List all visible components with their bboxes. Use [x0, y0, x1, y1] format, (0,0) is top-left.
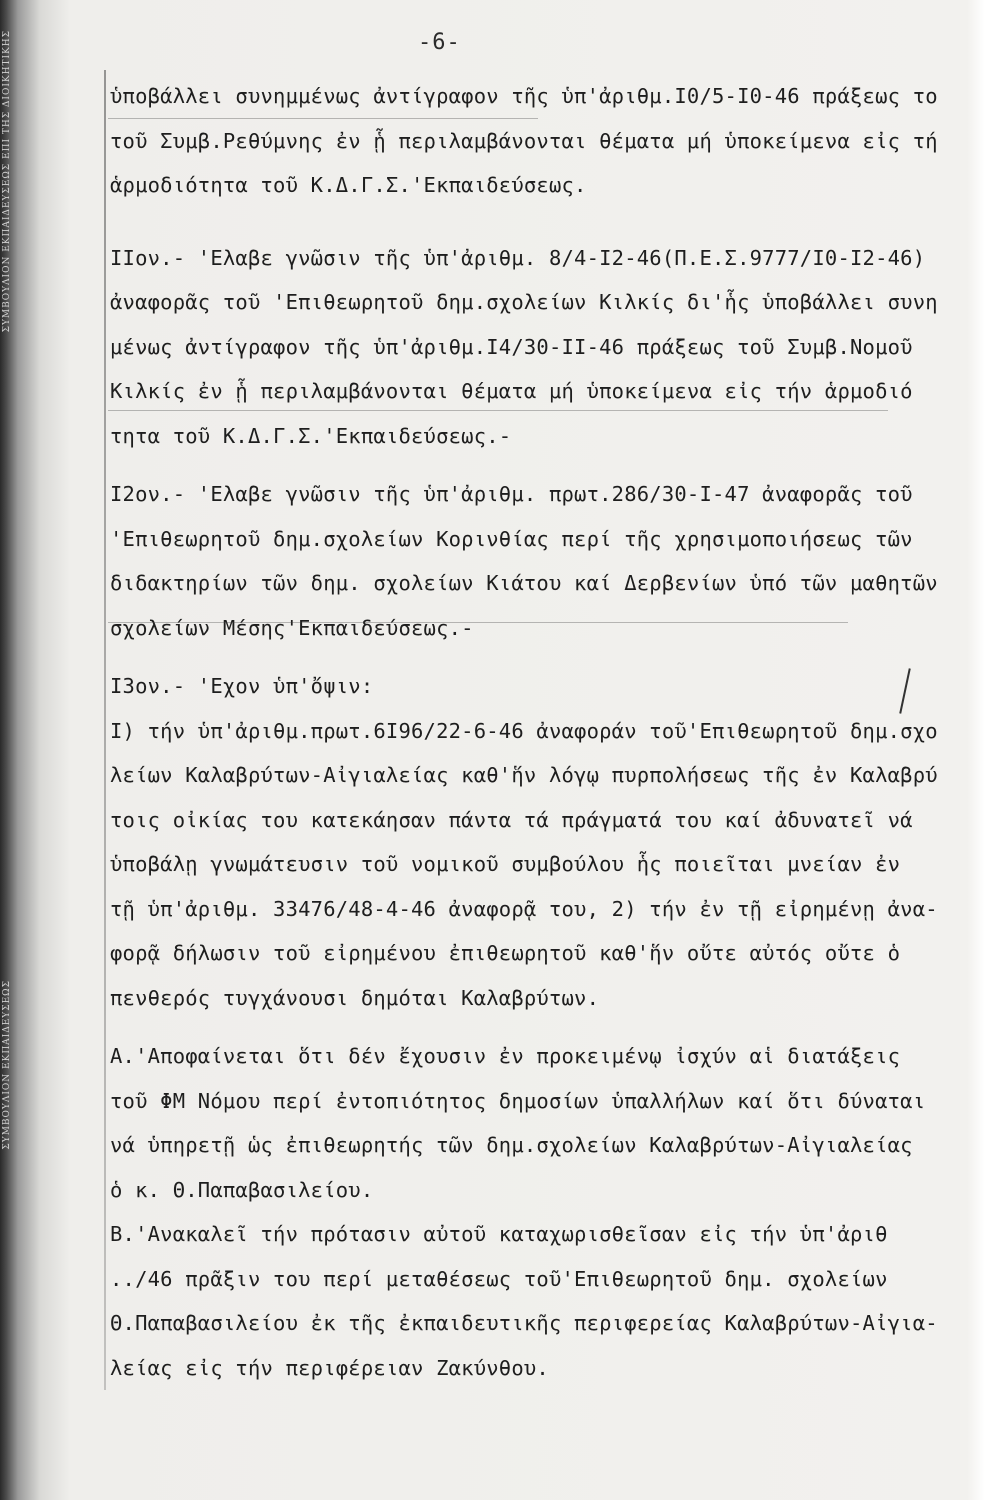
text-line: τῇ ὑπ'ἀριθμ. 33476/48-4-46 ἀναφορᾷ του, 2) τήν ἐν τῇ εἰρημένῃ ἀνα-	[110, 896, 938, 921]
decision-a	[110, 1034, 970, 1212]
text-line: φορᾷ δήλωσιν τοῦ εἰρημένου ἐπιθεωρητοῦ καθ'ἥν οὔτε αὐτός οὔτε ὁ	[110, 941, 901, 965]
text-line: Ι2ον.- 'Ελαβε γνῶσιν τῆς ὑπ'ἀριθμ. πρωτ.286/30-Ι-47 ἀναφορᾶς τοῦ	[110, 482, 913, 506]
binding-stamp-text: ΣΥΜΒΟΥΛΙΟΝ ΕΚΠΑΙΔΕΥΣΕΩΣ ΕΠΙ ΤΗΣ ΔΙΟΙΚΗΤΙΚΗΣ	[2, 30, 12, 333]
decision-b	[110, 1212, 970, 1390]
text-line: Β.'Ανακαλεῖ τήν πρότασιν αὐτοῦ καταχωρισθεῖσαν εἰς τήν ὑπ'ἀριθ	[110, 1222, 888, 1246]
paragraph-item-12	[110, 472, 970, 650]
text-line: τοις οἰκίας του κατεκάησαν πάντα τά πράγματά του καί ἀδυνατεῖ νά	[110, 807, 913, 832]
paragraph-item-11	[110, 236, 970, 459]
text-line: Θ.Παπαβασιλείου ἐκ τῆς ἐκπαιδευτικῆς περιφερείας Καλαβρύτων-Αἰγια-	[110, 1311, 938, 1335]
text-line: λείων Καλαβρύτων-Αἰγιαλείας καθ'ἥν λόγῳ πυρπολήσεως τῆς ἐν Καλαβρύ	[110, 763, 938, 787]
separator-line	[108, 622, 848, 623]
text-line: Κιλκίς ἐν ᾗ περιλαμβάνονται θέματα μή ὑποκείμενα εἰς τήν ἁρμοδιό	[110, 379, 913, 403]
text-line: 'Επιθεωρητοῦ δημ.σχολείων Κορινθίας περί τῆς χρησιμοποιήσεως τῶν	[110, 526, 913, 551]
text-line: σχολείων Μέσης'Εκπαιδεύσεως.-	[110, 615, 474, 640]
text-line: διδακτηρίων τῶν δημ. σχολείων Κιάτου καί Δερβενίων ὑπό τῶν μαθητῶν	[110, 571, 938, 595]
text-line: πενθερός τυγχάνουσι δημόται Καλαβρύτων.	[110, 985, 600, 1010]
text-line: τητα τοῦ Κ.Δ.Γ.Σ.'Εκπαιδεύσεως.-	[110, 423, 512, 448]
left-margin-line	[104, 70, 106, 1390]
document-body	[110, 74, 970, 1390]
separator-line	[108, 410, 888, 411]
text-line: Ι3ον.- 'Εχον ὑπ'ὄψιν:	[110, 674, 374, 698]
binding-stamp-text: ΣΥΜΒΟΥΛΙΟΝ ΕΚΠΑΙΔΕΥΣΕΩΣ	[2, 980, 12, 1150]
text-line: ὁ κ. Θ.Παπαβασιλείου.	[110, 1177, 374, 1202]
paragraph	[110, 74, 970, 208]
text-line: τοῦ Συμβ.Ρεθύμνης ἐν ᾗ περιλαμβάνονται θέματα μή ὑποκείμενα εἰς τή	[110, 128, 938, 153]
paragraph-item-13	[110, 664, 970, 1020]
text-line: μένως ἀντίγραφον τῆς ὑπ'ἀριθμ.Ι4/30-ΙΙ-46 πράξεως τοῦ Συμβ.Νομοῦ	[110, 334, 913, 359]
text-line: νά ὑπηρετῇ ὡς ἐπιθεωρητής τῶν δημ.σχολείων Καλαβρύτων-Αἰγιαλείας	[110, 1133, 913, 1157]
text-line: ὑποβάλῃ γνωμάτευσιν τοῦ νομικοῦ συμβούλου ἧς ποιεῖται μνείαν ἐν	[110, 852, 901, 876]
text-line: ../46 πρᾶξιν του περί μεταθέσεως τοῦ'Επιθεωρητοῦ δημ. σχολείων	[110, 1266, 888, 1291]
text-line: τοῦ ΦΜ Νόμου περί ἐντοπιότητος δημοσίων ὑπαλλήλων καί ὅτι δύναται	[110, 1088, 926, 1113]
text-line: ὑποβάλλει συνημμένως ἀντίγραφον τῆς ὑπ'ἀριθμ.Ι0/5-Ι0-46 πράξεως το	[110, 84, 938, 108]
separator-line	[108, 118, 538, 119]
text-line: Α.'Αποφαίνεται ὅτι δέν ἔχουσιν ἐν προκειμένῳ ἰσχύν αἱ διατάξεις	[110, 1044, 901, 1068]
text-line: λείας εἰς τήν περιφέρειαν Ζακύνθου.	[110, 1355, 549, 1380]
text-line: ΙΙον.- 'Ελαβε γνῶσιν τῆς ὑπ'ἀριθμ. 8/4-Ι2-46(Π.Ε.Σ.9777/Ι0-Ι2-46)	[110, 245, 926, 270]
text-line: Ι) τήν ὑπ'ἀριθμ.πρωτ.6Ι96/22-6-46 ἀναφοράν τοῦ'Επιθεωρητοῦ δημ.σχο	[110, 718, 938, 743]
text-line: ἀναφορᾶς τοῦ 'Επιθεωρητοῦ δημ.σχολείων Κιλκίς δι'ἧς ὑποβάλλει συνη	[110, 290, 938, 314]
page-number: -6-	[418, 30, 461, 55]
text-line: ἁρμοδιότητα τοῦ Κ.Δ.Γ.Σ.'Εκπαιδεύσεως.	[110, 173, 587, 197]
